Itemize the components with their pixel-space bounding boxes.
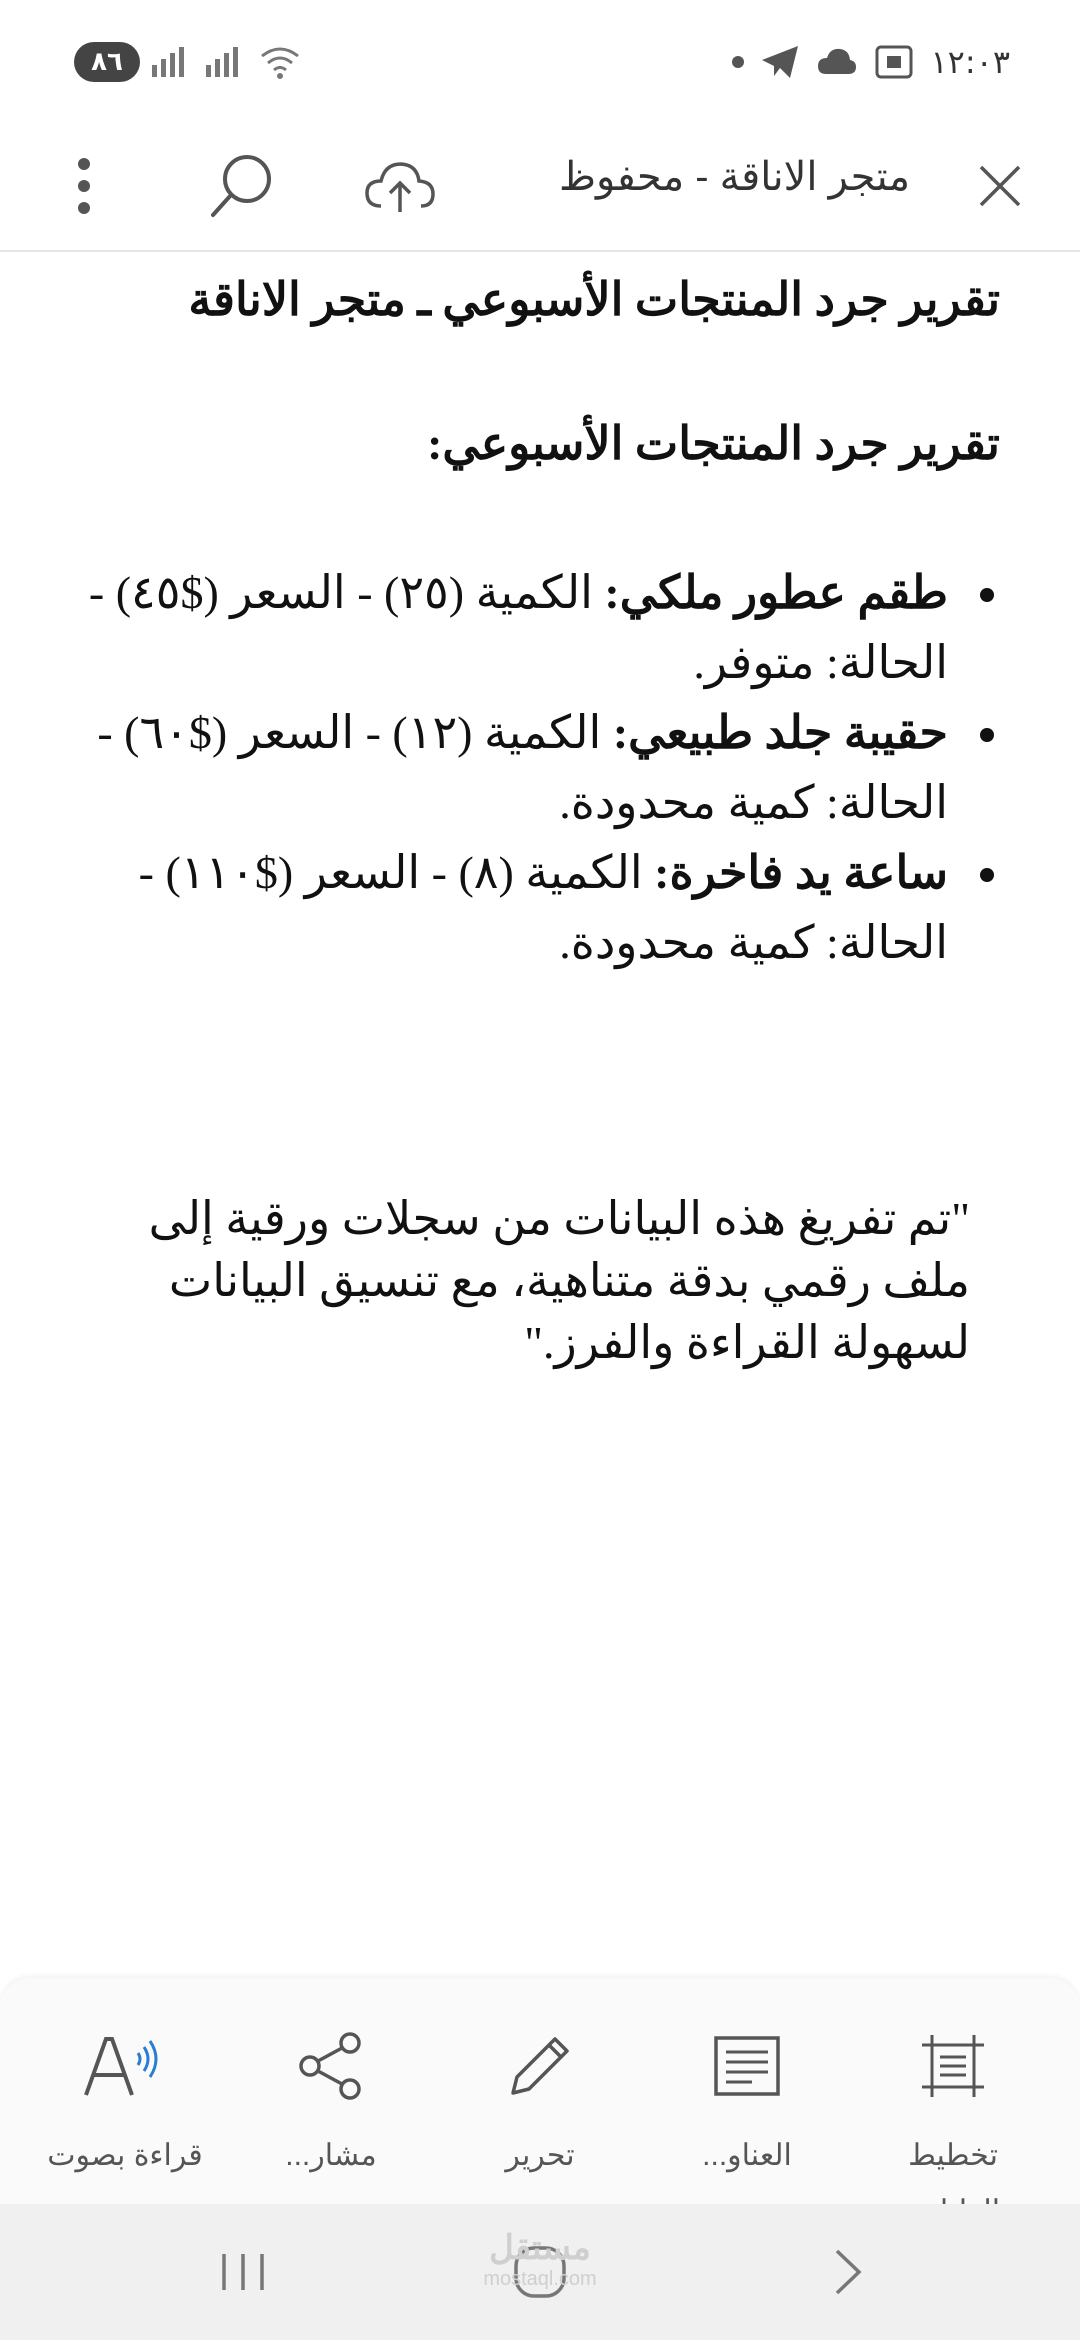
signal-icon: [150, 45, 194, 79]
chevron-right-icon: [827, 2247, 867, 2297]
screenshot-icon: [874, 44, 914, 80]
telegram-icon: [760, 44, 800, 80]
recent-apps-icon: [218, 2250, 268, 2294]
app-bar: [0, 120, 1080, 252]
cloud-upload-icon: [363, 156, 437, 216]
headings-label: العناو...: [702, 2139, 792, 2172]
recent-apps-button[interactable]: [198, 2232, 288, 2312]
wifi-icon: [258, 44, 302, 80]
product-details: الكمية (٢٥) - السعر ($٤٥) - الحالة: متوفر.: [88, 567, 948, 688]
search-icon: [207, 151, 277, 221]
list-item: [80, 558, 1000, 698]
print-layout-label: تخطيط: [908, 2139, 998, 2172]
headings-icon: [712, 2034, 782, 2098]
note-quote: "تم تفريغ هذه البيانات من سجلات ورقية إلى ملف رقمي بدقة متناهية، مع تنسيق البيانات لسهولة القراءة والفرز.": [148, 1193, 970, 1368]
share-label: مشار...: [285, 2139, 377, 2172]
product-details: الكمية (١٢) - السعر ($٦٠) - الحالة: كمية محدودة.: [97, 707, 948, 828]
edit-button[interactable]: [455, 2026, 625, 2184]
battery-indicator: ٨٦: [74, 42, 140, 82]
edit-label: تحرير: [505, 2139, 575, 2172]
read-aloud-icon: [80, 2031, 170, 2101]
bottom-toolbar: [0, 1978, 1080, 2206]
product-name: طقم عطور ملكي:: [604, 567, 948, 618]
product-name: حقيبة جلد طبيعي:: [612, 707, 948, 758]
signal-icon-2: [204, 45, 248, 79]
search-button[interactable]: [198, 142, 286, 230]
cloud-icon: [816, 46, 858, 78]
more-vert-icon: [74, 156, 94, 216]
watermark: [470, 2228, 610, 2290]
close-icon: [975, 161, 1025, 211]
watermark-latin: mostaql.com: [483, 2268, 597, 2290]
report-title: تقرير جرد المنتجات الأسبوعي ـ متجر الاناقة: [188, 274, 1000, 325]
status-bar: [0, 0, 1080, 120]
status-left: [74, 40, 302, 84]
notification-dot: [732, 56, 744, 68]
report-subtitle: تقرير جرد المنتجات الأسبوعي:: [427, 418, 1000, 469]
headings-button[interactable]: [662, 2026, 832, 2184]
clock: ١٢:٠٣: [930, 43, 1010, 81]
share-button[interactable]: [246, 2026, 416, 2184]
watermark-arabic: مستقل: [489, 2229, 591, 2267]
product-details: الكمية (٨) - السعر ($١١٠) - الحالة: كمية محدودة.: [138, 847, 948, 968]
upload-button[interactable]: [356, 142, 444, 230]
share-icon: [296, 2031, 366, 2101]
print-layout-icon: [918, 2031, 988, 2101]
pencil-icon: [505, 2031, 575, 2101]
more-options-button[interactable]: [40, 142, 128, 230]
read-aloud-label: قراءة بصوت: [47, 2139, 203, 2172]
document-body[interactable]: [80, 270, 1000, 1374]
list-item: [80, 698, 1000, 838]
status-right: [732, 40, 1010, 84]
product-name: ساعة يد فاخرة:: [654, 847, 948, 898]
close-button[interactable]: [956, 142, 1044, 230]
product-list: [80, 558, 1000, 978]
list-item: [80, 838, 1000, 978]
document-title: متجر الاناقة - محفوظ: [559, 155, 910, 199]
back-button[interactable]: [802, 2232, 892, 2312]
